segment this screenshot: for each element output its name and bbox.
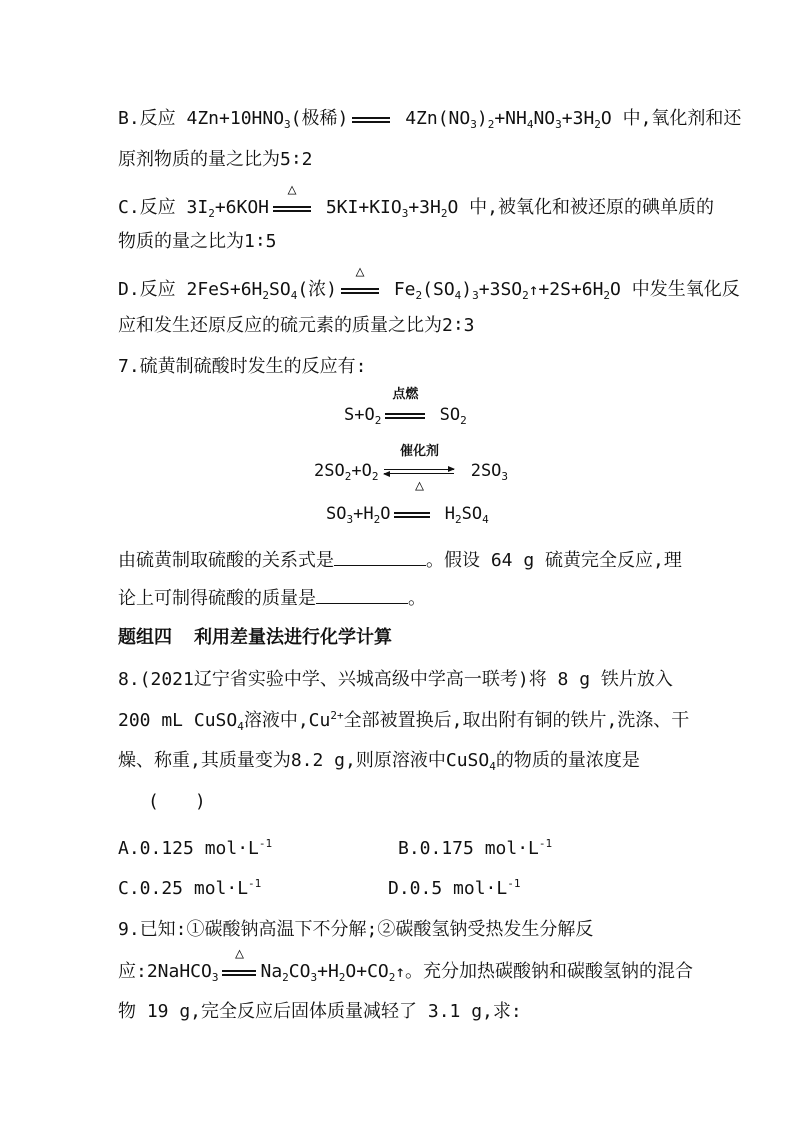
equation-3: $SO_3+H_2O$ $H_2SO_4$ [326,504,489,526]
choice-d[interactable]: D.0.5 $mol\cdot L^{-1}$ [388,877,521,899]
catalyst-label: 催化剂 [399,444,439,459]
heat-equals-sign [341,262,379,301]
question-7-ask-line1: 由硫黄制取硫酸的关系式是 。假设 64 g 硫黄完全反应,理 [118,547,682,573]
equation-2: $2SO_2+O_2$ 催化剂 △ $2SO_3$ [314,460,508,482]
question-9-line2: 应:2NaHCO$_3$ △ $Na_2CO_3+H_2O+CO_2↑$。充分加热碳酸钠和碳酸氢钠的混合 [118,944,694,984]
answer-blank-1[interactable] [334,547,426,566]
ignite-equals-sign [385,387,425,426]
gas-arrow-icon: ↑ [528,280,539,299]
question-7-title: 7.硫黄制硫酸时发生的反应有: [118,356,367,377]
gas-arrow-icon: ↑ [395,962,406,981]
section-heading: 题组四 利用差量法进行化学计算 [118,627,392,648]
option-b-line2: 原剂物质的量之比为5∶2 [118,149,313,170]
heat-triangle-icon: △ [414,476,424,494]
heat-triangle-icon: △ [287,180,297,198]
option-c-line2: 物质的量之比为1∶5 [118,231,277,252]
question-8-line2: 200 mL CuSO$_4$溶液中$,Cu^{2+}$全部被置换后,取出附有铜的铁片,洗涤、干 [118,709,690,733]
answer-blank-2[interactable] [316,585,408,604]
option-d-line1: D.反应 $2FeS+6H_2SO_4$(浓) △ $Fe_2(SO_4)_3+3SO_2↑+2S+6H_2O$ 中发生氧化反 [118,262,740,302]
choice-a[interactable]: A.0.125 $mol\cdot L^{-1}$ [118,837,273,859]
equation-1: $S+O_2$ 点燃 $SO_2$ [344,387,467,427]
reversible-arrow [384,444,454,494]
heat-triangle-icon: △ [234,944,244,962]
equals-sign [394,503,430,525]
heat-equals-sign [222,944,256,983]
choice-b[interactable]: B.0.175 $mol\cdot L^{-1}$ [398,837,553,859]
option-b-line1: B.反应 $4Zn+10HNO_3$(极稀) $4Zn(NO_3)_2+NH_4NO_3+3H_2O$ 中,氧化剂和还 [118,108,742,131]
question-9-line3: 物 19 g,完全反应后固体质量减轻了 3.1 g,求: [118,1001,522,1022]
ignite-condition: 点燃 [392,387,419,402]
choice-c[interactable]: C.0.25 $mol\cdot L^{-1}$ [118,877,262,899]
option-c-line1: C.反应 $3I_2+6KOH$ △ $5KI+KIO_3+3H_2O$ 中,被氧化和被还原的碘单质的 [118,180,714,220]
question-9-line1: 9.已知:①碳酸钠高温下不分解;②碳酸氢钠受热发生分解反 [118,919,594,940]
question-7-ask-line2: 论上可制得硫酸的质量是 。 [118,585,426,611]
heat-equals-sign [273,180,311,219]
question-8-line3: 燥、称重,其质量变为8.2 g,则原溶液中CuSO$_4$的物质的量浓度是 [118,750,640,773]
option-d-line2: 应和发生还原反应的硫元素的质量之比为2∶3 [118,315,475,336]
heat-triangle-icon: △ [355,262,365,280]
question-8-line1: 8.(2021辽宁省实验中学、兴城高级中学高一联考)将 8 g 铁片放入 [118,669,673,690]
answer-parentheses: ( ) [148,791,206,812]
equals-sign [352,108,390,130]
